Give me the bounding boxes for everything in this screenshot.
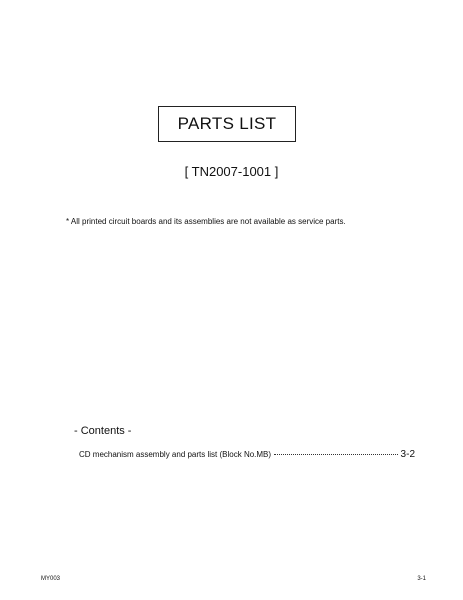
toc-entry-label: CD mechanism assembly and parts list (Block No.MB) xyxy=(79,450,272,459)
service-parts-notice: * All printed circuit boards and its assemblies are not available as service parts. xyxy=(66,217,346,226)
toc-entry-page: 3-2 xyxy=(400,449,415,460)
toc-entry[interactable] xyxy=(79,449,415,460)
parts-list-title-box xyxy=(158,106,296,142)
footer-model-code: MY003 xyxy=(41,576,61,582)
contents-heading: - Contents - xyxy=(74,425,132,437)
footer-page-number: 3-1 xyxy=(417,576,426,582)
page-title: PARTS LIST xyxy=(177,114,277,133)
dot-leader xyxy=(274,454,397,455)
document-code: [ TN2007-1001 ] xyxy=(184,164,279,179)
